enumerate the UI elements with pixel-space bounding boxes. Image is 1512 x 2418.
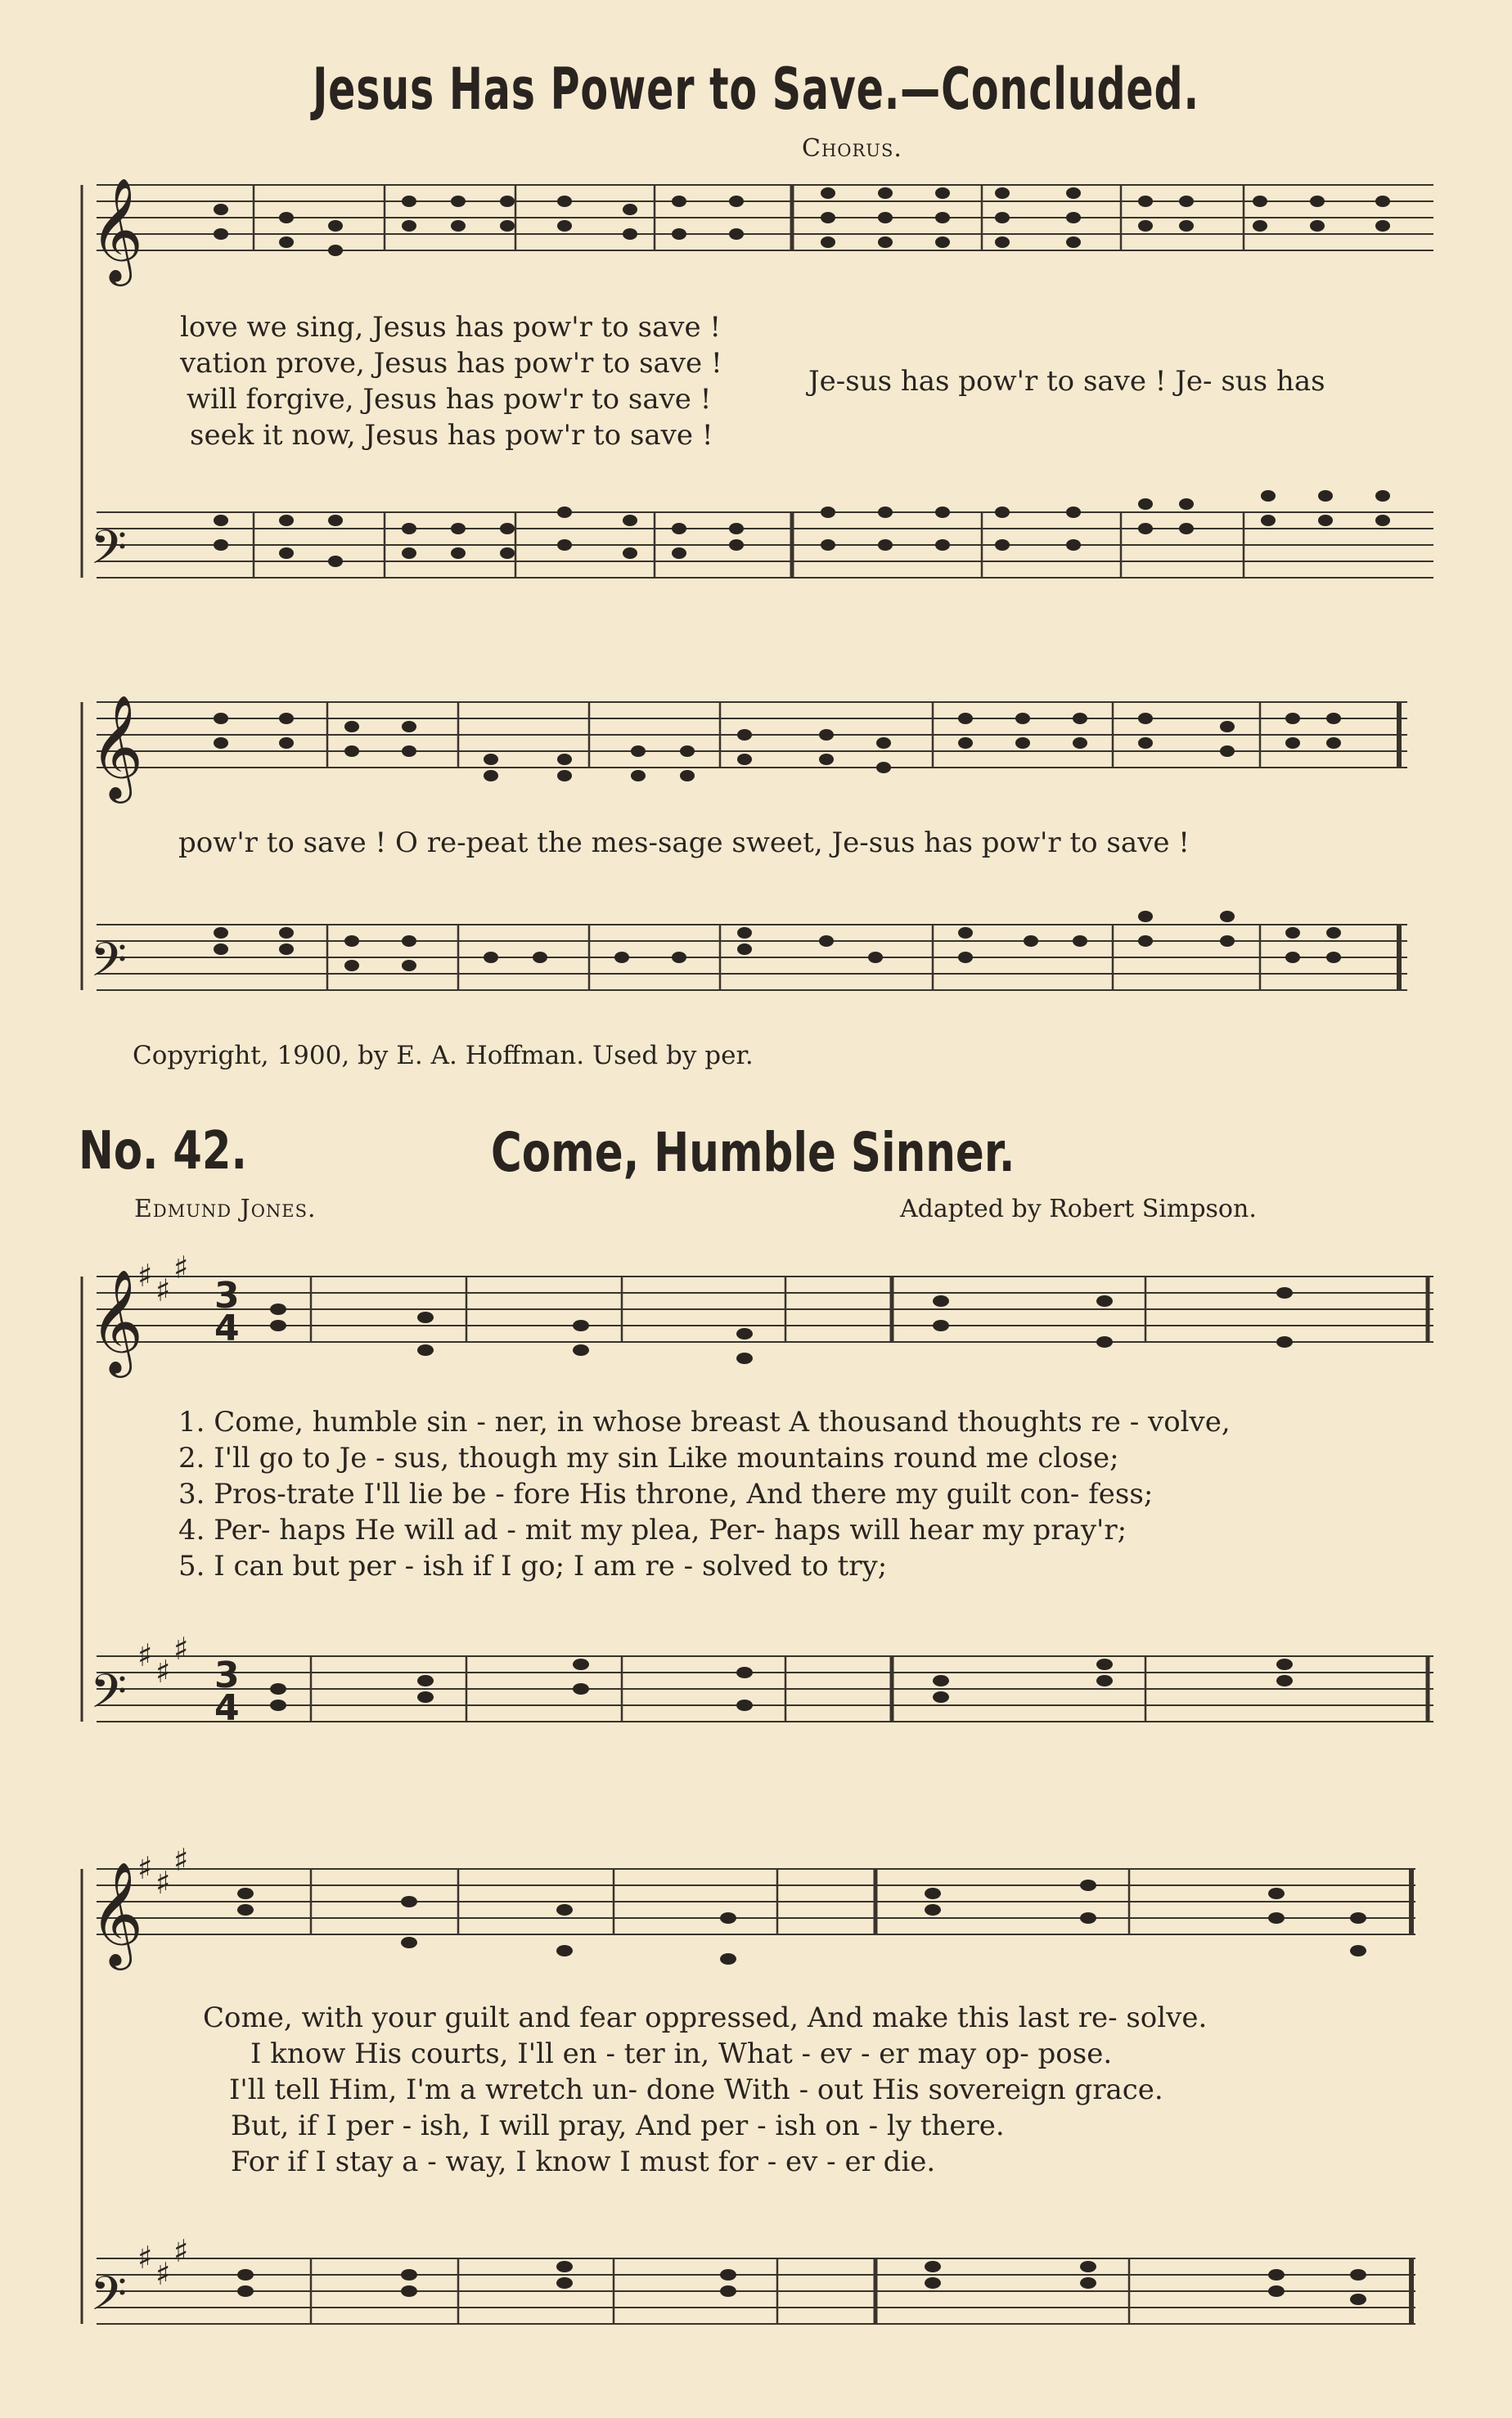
staff-system-4-treble: [97, 1869, 1415, 1934]
svg-text:♯: ♯: [137, 2240, 153, 2276]
svg-text:♯: ♯: [155, 1865, 171, 1901]
copyright-notice: Copyright, 1900, by E. A. Hoffman. Used by per.: [133, 1041, 754, 1070]
bass-clef-icon: 𝄢: [90, 520, 128, 587]
stanza-line: For if I stay a - way, I know I must for - ev - er die.: [231, 2146, 936, 2178]
verse-line: vation prove, Jesus has pow'r to save !: [180, 347, 722, 380]
hymn-number: No. 42.: [79, 1121, 247, 1182]
hymn-title: Come, Humble Sinner.: [491, 1121, 1015, 1184]
stanza-line: 2. I'll go to Je - sus, though my sin Like mountains round me close;: [178, 1442, 1119, 1475]
stanza-line: I'll tell Him, I'm a wretch un- done With - out His sovereign grace.: [229, 2074, 1163, 2106]
page-title: Jesus Has Power to Save.—Concluded.: [313, 56, 1199, 123]
arranger-credit: Adapted by Robert Simpson.: [900, 1195, 1257, 1223]
stanza-line: 1. Come, humble sin - ner, in whose breast A thousand thoughts re - volve,: [178, 1406, 1231, 1439]
bass-clef-icon: 𝄢: [90, 1664, 128, 1731]
chorus-label: Chorus.: [802, 134, 902, 163]
treble-clef-icon: 𝄞: [90, 694, 144, 799]
svg-text:♯: ♯: [173, 1250, 189, 1286]
svg-text:♯: ♯: [173, 2233, 189, 2269]
svg-text:4: 4: [214, 1308, 240, 1349]
svg-text:4: 4: [214, 1687, 240, 1729]
treble-clef-icon: 𝄞: [90, 177, 144, 281]
stanza-line: 5. I can but per - ish if I go; I am re - solved to try;: [178, 1550, 888, 1583]
stanza-line: But, if I per - ish, I will pray, And per - ish on - ly there.: [231, 2110, 1005, 2142]
svg-text:3: 3: [214, 1655, 240, 1696]
svg-text:♯: ♯: [173, 1631, 189, 1667]
staff-system-3-bass: [97, 1656, 1433, 1722]
staff-system-1-bass: [97, 512, 1433, 578]
chorus-line: pow'r to save ! O re-peat the mes-sage sweet, Je-sus has pow'r to save !: [178, 826, 1190, 859]
svg-text:♯: ♯: [173, 1842, 189, 1878]
treble-clef-icon: 𝄞: [90, 1268, 144, 1373]
svg-text:♯: ♯: [137, 1637, 153, 1673]
treble-clef-icon: 𝄞: [90, 1861, 144, 1965]
bass-clef-icon: 𝄢: [90, 2266, 128, 2333]
svg-text:♯: ♯: [155, 1272, 171, 1308]
chorus-line: Je-sus has pow'r to save ! Je- sus has: [808, 365, 1325, 398]
staff-system-4-bass: [97, 2258, 1415, 2324]
svg-text:♯: ♯: [137, 1850, 153, 1886]
stanza-line: I know His courts, I'll en - ter in, What - ev - er may op- pose.: [250, 2038, 1113, 2070]
stanza-line: 3. Pros-trate I'll lie be - fore His throne, And there my guilt con- fess;: [178, 1478, 1154, 1511]
svg-text:♯: ♯: [155, 2256, 171, 2292]
author-credit: Edmund Jones.: [134, 1195, 317, 1223]
bass-clef-icon: 𝄢: [90, 932, 128, 999]
verse-line: seek it now, Jesus has pow'r to save !: [190, 419, 713, 452]
staff-system-1-treble: [97, 185, 1433, 250]
verse-line: will forgive, Jesus has pow'r to save !: [187, 383, 712, 416]
stanza-line: Come, with your guilt and fear oppressed, And make this last re- solve.: [203, 2001, 1208, 2034]
staff-system-3-treble: [97, 1277, 1433, 1342]
svg-text:♯: ♯: [137, 1258, 153, 1294]
svg-text:3: 3: [214, 1275, 240, 1317]
verse-line: love we sing, Jesus has pow'r to save !: [180, 311, 722, 344]
stanza-line: 4. Per- haps He will ad - mit my plea, Per- haps will hear my pray'r;: [178, 1514, 1127, 1547]
svg-text:♯: ♯: [155, 1654, 171, 1690]
